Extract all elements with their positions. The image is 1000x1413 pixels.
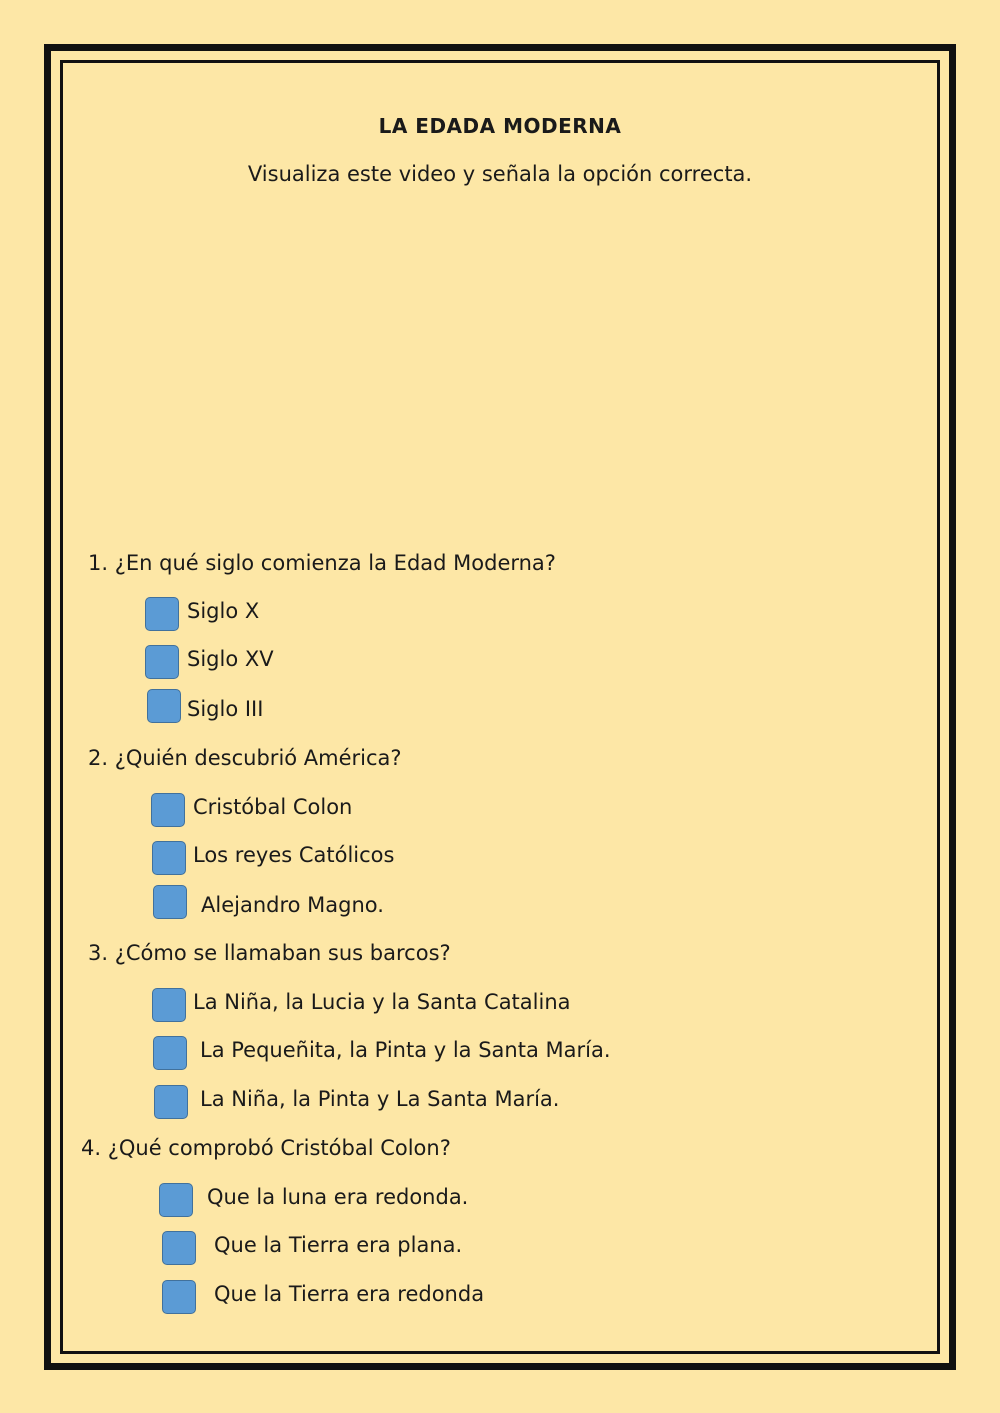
- q1-option-3-checkbox[interactable]: [147, 689, 181, 723]
- q4-option-3-checkbox[interactable]: [162, 1280, 196, 1314]
- q2-option-2-label: Los reyes Católicos: [193, 843, 395, 867]
- question-1: 1. ¿En qué siglo comienza la Edad Moderna?: [88, 551, 556, 575]
- q1-option-1-checkbox[interactable]: [145, 597, 179, 631]
- q3-option-2-checkbox[interactable]: [153, 1036, 187, 1070]
- q1-option-2-label: Siglo XV: [187, 647, 274, 671]
- q2-option-1-checkbox[interactable]: [151, 793, 185, 827]
- q4-option-2-checkbox[interactable]: [162, 1231, 196, 1265]
- q2-option-3-checkbox[interactable]: [153, 885, 187, 919]
- question-4: 4. ¿Qué comprobó Cristóbal Colon?: [81, 1136, 451, 1160]
- q2-option-1-label: Cristóbal Colon: [193, 795, 353, 819]
- q3-option-1-label: La Niña, la Lucia y la Santa Catalina: [193, 990, 571, 1014]
- q3-option-2-label: La Pequeñita, la Pinta y la Santa María.: [200, 1038, 611, 1062]
- q4-option-3-label: Que la Tierra era redonda: [214, 1282, 485, 1306]
- worksheet-instruction: Visualiza este video y señala la opción correcta.: [247, 162, 753, 186]
- q2-option-3-label: Alejandro Magno.: [201, 893, 384, 917]
- q3-option-3-checkbox[interactable]: [154, 1085, 188, 1119]
- question-3: 3. ¿Cómo se llamaban sus barcos?: [88, 941, 451, 965]
- q4-option-1-label: Que la luna era redonda.: [207, 1185, 469, 1209]
- question-2: 2. ¿Quién descubrió América?: [88, 746, 402, 770]
- q4-option-2-label: Que la Tierra era plana.: [214, 1233, 463, 1257]
- q1-option-2-checkbox[interactable]: [145, 645, 179, 679]
- q2-option-2-checkbox[interactable]: [152, 841, 186, 875]
- q1-option-3-label: Siglo III: [187, 697, 264, 721]
- q1-option-1-label: Siglo X: [187, 599, 260, 623]
- q3-option-3-label: La Niña, la Pinta y La Santa María.: [200, 1087, 560, 1111]
- q3-option-1-checkbox[interactable]: [152, 988, 186, 1022]
- worksheet-title: LA EDADA MODERNA: [378, 114, 622, 138]
- q4-option-1-checkbox[interactable]: [159, 1183, 193, 1217]
